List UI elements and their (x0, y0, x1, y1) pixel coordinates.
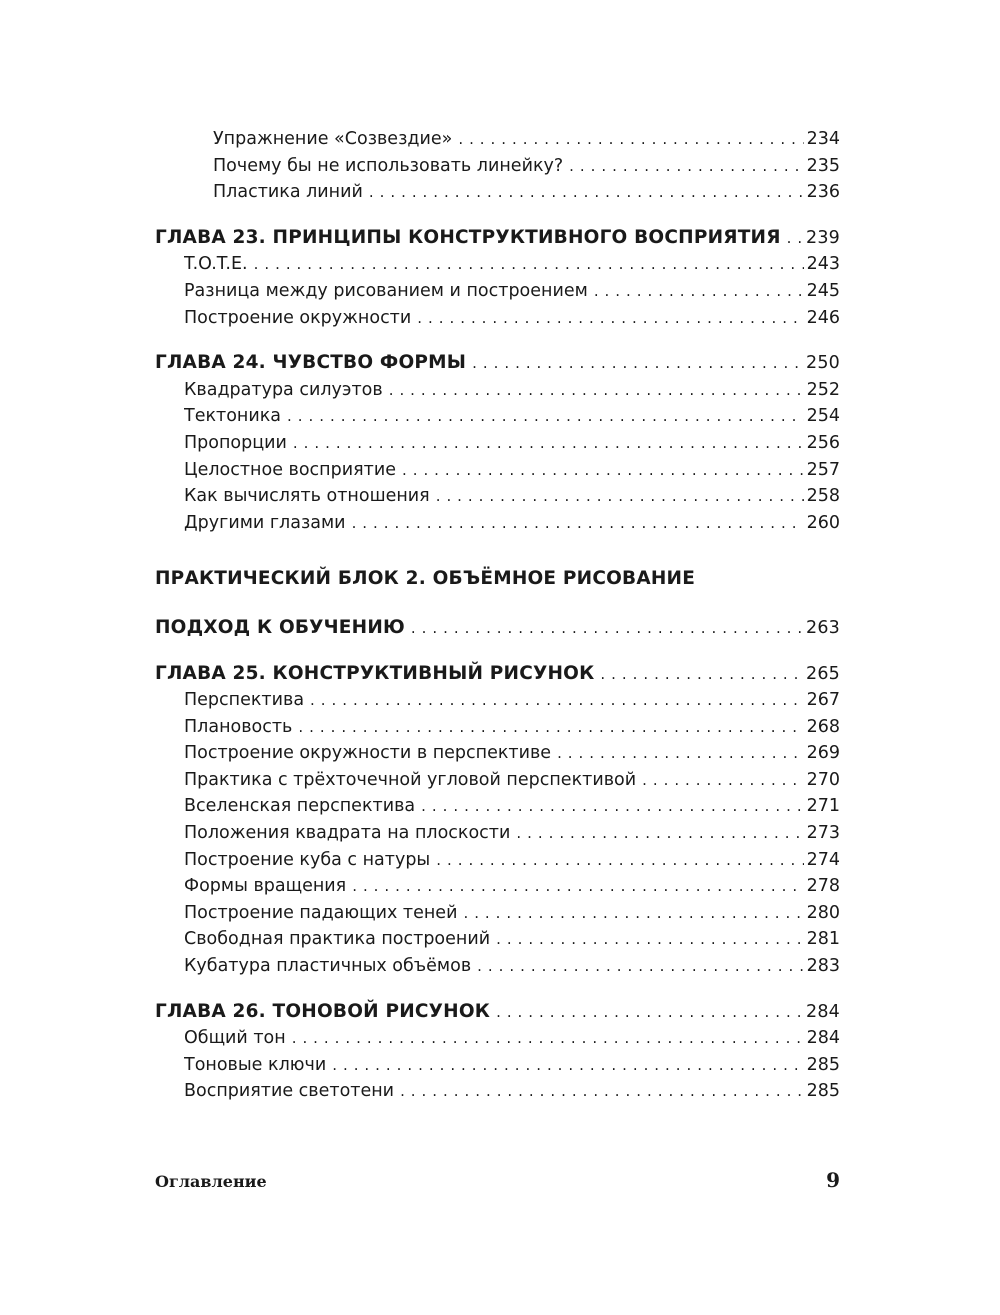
toc-entry[interactable] (155, 847, 840, 874)
dot-leader (436, 847, 803, 874)
toc-entry-page: 257 (806, 459, 840, 480)
toc-entry-title: Построение окружности в перспективе (184, 743, 552, 764)
toc-chapter-page: 265 (805, 663, 840, 684)
dot-leader (557, 740, 804, 767)
toc-entry-title: T.O.T.E. (184, 254, 248, 275)
toc-entry-page: 273 (806, 823, 840, 844)
toc-practical-block-heading (155, 566, 840, 593)
toc-entry-page: 256 (806, 432, 840, 453)
toc-entry[interactable] (155, 793, 840, 820)
toc-entry-title: Разница между рисованием и построением (184, 280, 588, 301)
toc-entry-title: Кубатура пластичных объёмов (184, 956, 472, 977)
toc-entry-title: Тектоника (184, 406, 282, 427)
toc-entry[interactable] (155, 820, 840, 847)
dot-leader (352, 873, 803, 900)
toc-entry-title: Тоновые ключи (184, 1054, 327, 1075)
toc-entry[interactable] (155, 305, 840, 332)
toc-entry-page: 267 (806, 690, 840, 711)
toc-entry-title: Практика с трёхточечной угловой перспективой (184, 769, 637, 790)
toc-entry-title: Упражнение «Созвездие» (213, 129, 453, 149)
dot-leader (411, 615, 803, 642)
dot-leader (421, 793, 803, 820)
toc-entry-title: Вселенская перспектива (184, 796, 416, 817)
toc-chapter-title: ПОДХОД К ОБУЧЕНИЮ (155, 616, 405, 638)
dot-leader (254, 251, 804, 278)
toc-entry[interactable] (155, 873, 840, 900)
dot-leader (496, 999, 803, 1026)
toc-entry[interactable] (155, 251, 840, 278)
toc-entry-page: 246 (806, 307, 840, 328)
toc-entry-page: 281 (806, 929, 840, 950)
toc-entry-page: 254 (806, 406, 840, 427)
toc-entry-title: Как вычислять отношения (184, 486, 430, 507)
table-of-contents (155, 126, 840, 1105)
dot-leader (400, 1078, 804, 1105)
dot-leader (369, 179, 804, 206)
page-footer (155, 1168, 840, 1192)
toc-entry-title: Свободная практика построений (184, 929, 491, 950)
toc-chapter-title: ГЛАВА 25. КОНСТРУКТИВНЫЙ РИСУНОК (155, 662, 595, 684)
toc-entry[interactable] (155, 953, 840, 980)
toc-entry-page: 284 (806, 1028, 840, 1049)
toc-chapter-page: 284 (805, 1001, 840, 1022)
toc-entry[interactable] (155, 457, 840, 484)
toc-entry-page: 280 (806, 902, 840, 923)
toc-entry-title: Целостное восприятие (184, 459, 396, 480)
dot-leader (787, 225, 803, 252)
running-footer-label: Оглавление (155, 1172, 267, 1191)
toc-entry-page: 258 (806, 486, 840, 507)
toc-entry[interactable] (155, 900, 840, 927)
dot-leader (436, 483, 804, 510)
dot-leader (642, 767, 803, 794)
page-number: 9 (826, 1168, 840, 1192)
dot-leader (594, 278, 804, 305)
dot-leader (472, 350, 803, 377)
toc-entry-page: 260 (806, 512, 840, 533)
toc-entry-page: 234 (806, 129, 840, 149)
dot-leader (298, 714, 803, 741)
toc-entry-page: 283 (806, 956, 840, 977)
toc-entry[interactable] (155, 510, 840, 537)
toc-entry-page: 269 (806, 743, 840, 764)
toc-entry-page: 274 (806, 849, 840, 870)
dot-leader (292, 1025, 804, 1052)
toc-entry[interactable] (155, 1025, 840, 1052)
toc-entry-title: Построение падающих теней (184, 902, 458, 923)
toc-entry[interactable] (155, 126, 840, 153)
toc-entry[interactable] (155, 740, 840, 767)
dot-leader (477, 953, 803, 980)
toc-entry-title: Квадратура силуэтов (184, 379, 383, 400)
toc-approach[interactable] (155, 615, 840, 642)
toc-entry[interactable] (155, 1078, 840, 1105)
dot-leader (516, 820, 803, 847)
dot-leader (496, 926, 803, 953)
toc-entry[interactable] (155, 926, 840, 953)
toc-block-title: ПРАКТИЧЕСКИЙ БЛОК 2. ОБЪЁМНОЕ РИСОВАНИЕ (155, 568, 696, 590)
toc-entry-page: 271 (806, 796, 840, 817)
dot-leader (389, 377, 804, 404)
toc-chapter-23[interactable] (155, 225, 840, 252)
toc-entry[interactable] (155, 714, 840, 741)
toc-entry-page: 285 (806, 1081, 840, 1102)
toc-entry-title: Другими глазами (184, 512, 346, 533)
dot-leader (600, 661, 803, 688)
toc-chapter-24[interactable] (155, 350, 840, 377)
dot-leader (287, 403, 804, 430)
toc-chapter-title: ГЛАВА 26. ТОНОВОЙ РИСУНОК (155, 1000, 491, 1022)
toc-chapter-title: ГЛАВА 24. ЧУВСТВО ФОРМЫ (155, 352, 467, 374)
toc-entry-title: Почему бы не использовать линейку? (213, 155, 564, 176)
toc-entry-page: 270 (806, 769, 840, 790)
dot-leader (463, 900, 803, 927)
toc-entry[interactable] (155, 483, 840, 510)
toc-entry-title: Построение куба с натуры (184, 849, 431, 870)
toc-entry-title: Перспектива (184, 690, 305, 711)
toc-entry-page: 285 (806, 1054, 840, 1075)
toc-entry-title: Пропорции (184, 432, 287, 453)
toc-entry-title: Построение окружности (184, 307, 412, 328)
dot-leader (569, 153, 803, 180)
toc-entry-title: Восприятие светотени (184, 1081, 395, 1102)
toc-entry-title: Плановость (184, 716, 293, 737)
toc-chapter-26[interactable] (155, 999, 840, 1026)
toc-chapter-page: 239 (805, 227, 840, 248)
dot-leader (402, 457, 804, 484)
toc-chapter-page: 250 (805, 353, 840, 374)
toc-entry-title: Общий тон (184, 1028, 286, 1049)
toc-entry-page: 235 (806, 155, 840, 176)
toc-entry[interactable] (155, 278, 840, 305)
dot-leader (293, 430, 804, 457)
toc-entry-title: Пластика линий (213, 182, 363, 203)
toc-entry[interactable] (155, 687, 840, 714)
toc-entry[interactable] (155, 767, 840, 794)
toc-entry-page: 243 (806, 254, 840, 275)
toc-entry-page: 236 (806, 182, 840, 203)
dot-leader (332, 1052, 803, 1079)
toc-entry-page: 245 (806, 280, 840, 301)
toc-entry-title: Положения квадрата на плоскости (184, 823, 511, 844)
toc-entry[interactable] (155, 430, 840, 457)
toc-entry-title: Формы вращения (184, 876, 347, 897)
toc-entry[interactable] (155, 377, 840, 404)
toc-entry[interactable] (155, 403, 840, 430)
dot-leader (458, 126, 803, 153)
toc-entry[interactable] (155, 1052, 840, 1079)
dot-leader (417, 305, 803, 332)
toc-entry-page: 278 (806, 876, 840, 897)
toc-chapter-25[interactable] (155, 661, 840, 688)
toc-chapter-title: ГЛАВА 23. ПРИНЦИПЫ КОНСТРУКТИВНОГО ВОСПРИЯТИЯ (155, 226, 781, 248)
dot-leader (352, 510, 804, 537)
toc-entry-page: 252 (806, 379, 840, 400)
dot-leader (310, 687, 804, 714)
toc-chapter-page: 263 (805, 617, 840, 638)
toc-entry-page: 268 (806, 716, 840, 737)
toc-entry[interactable] (155, 153, 840, 180)
toc-entry[interactable] (155, 179, 840, 206)
